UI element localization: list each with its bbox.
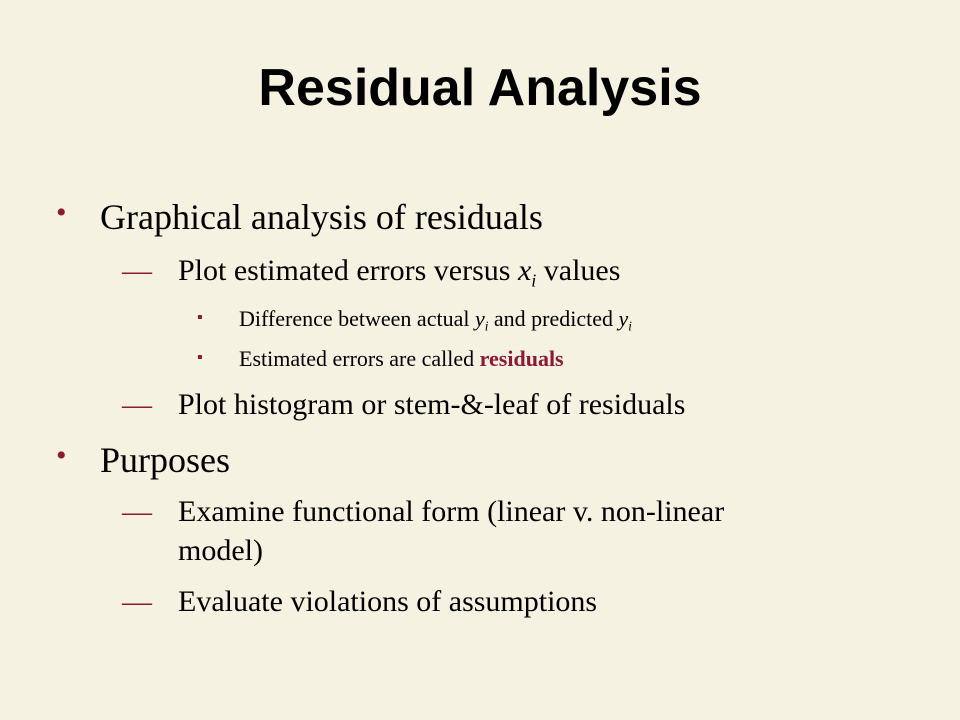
- sub-bullet-text-after: values: [536, 254, 621, 287]
- sub-bullet-text: [178, 254, 621, 291]
- bullet-text: Graphical analysis of residuals: [100, 197, 543, 237]
- sub-bullet-text-part: Plot estimated errors versus: [178, 254, 518, 287]
- dash-marker: —: [122, 585, 152, 618]
- bullet-text: Purposes: [100, 440, 231, 480]
- text-part: Difference between actual: [239, 306, 475, 331]
- bullet-marker: •: [56, 196, 67, 229]
- sub-sub-bullet-text: [239, 306, 632, 332]
- subscript-i: i: [628, 318, 632, 334]
- sub-sub-bullet-text: [239, 346, 564, 372]
- sub-bullet-text: Evaluate violations of assumptions: [178, 585, 598, 618]
- dash-marker: —: [122, 495, 152, 528]
- square-marker: ▪: [197, 309, 203, 326]
- variable-y: y: [474, 306, 485, 331]
- variable-y: y: [618, 306, 629, 331]
- emphasis-residuals: residuals: [479, 346, 564, 371]
- slide-title: Residual Analysis: [258, 59, 702, 117]
- square-marker: ▪: [197, 349, 203, 366]
- sub-bullet-text-line2: model): [178, 534, 263, 567]
- text-part: Estimated errors are called: [239, 346, 480, 371]
- subscript-i: i: [531, 270, 537, 291]
- text-part: and predicted: [488, 306, 619, 331]
- dash-marker: —: [122, 254, 152, 287]
- subscript-i: i: [484, 318, 489, 334]
- sub-bullet-text-line1: Examine functional form (linear v. non-linear: [178, 495, 725, 528]
- variable-x: x: [517, 254, 532, 287]
- dash-marker: —: [122, 388, 152, 421]
- bullet-marker: •: [56, 439, 67, 472]
- sub-bullet-text: Plot histogram or stem-&-leaf of residuals: [178, 388, 686, 421]
